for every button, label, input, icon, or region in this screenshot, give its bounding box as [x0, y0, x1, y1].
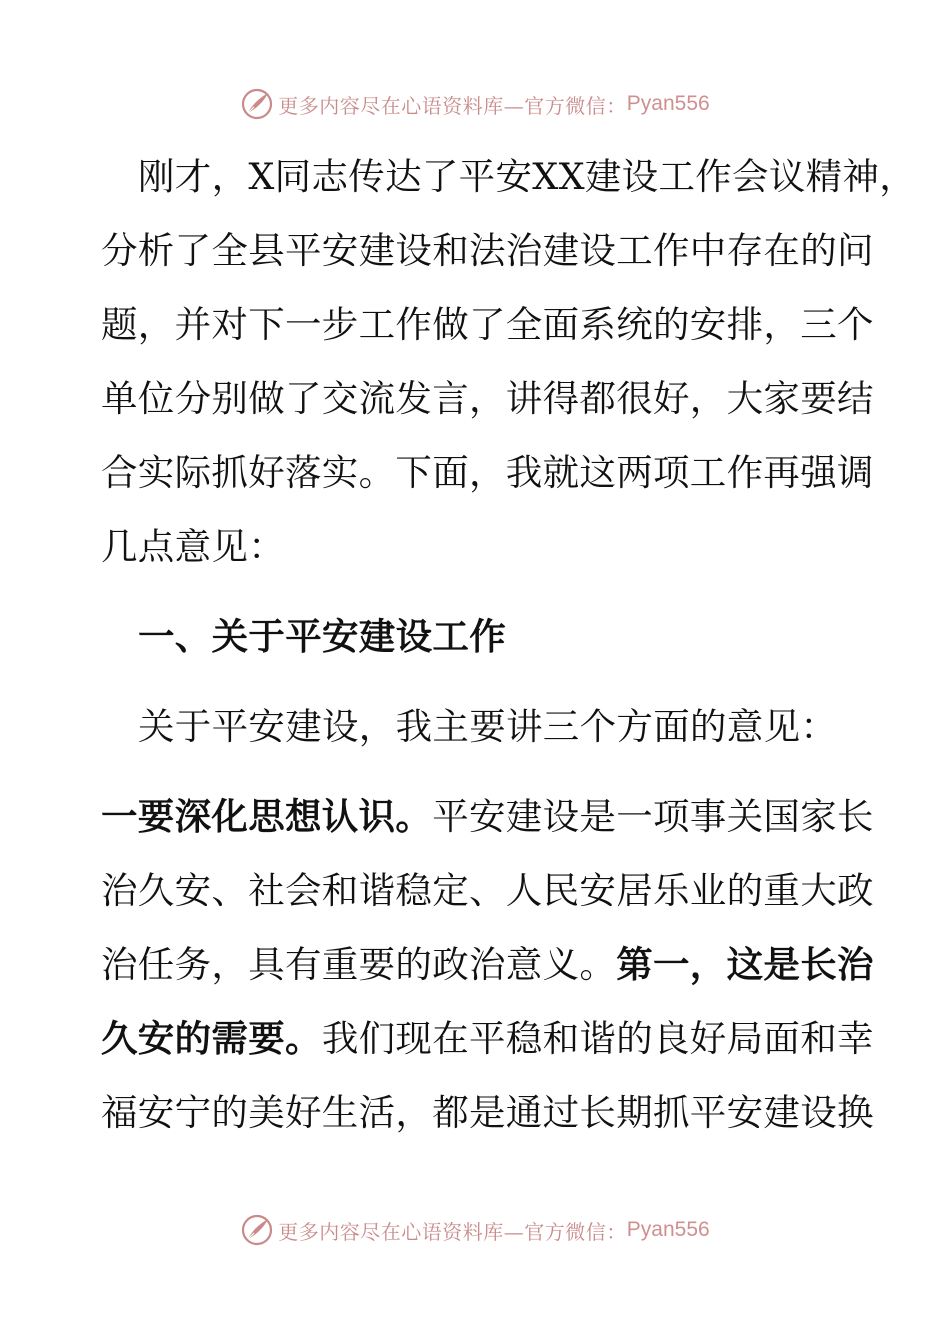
paragraph-line — [101, 928, 874, 1002]
watermark-footer — [0, 1210, 950, 1250]
document-body — [101, 140, 917, 1150]
quill-pen-logo-icon — [240, 87, 274, 121]
section-heading: 一、关于平安建设工作 — [138, 615, 506, 658]
quill-pen-logo-icon — [240, 1213, 274, 1247]
line-text: 治任务，具有重要的政治意义。 — [101, 943, 617, 986]
paragraph-line — [101, 780, 874, 854]
paragraph-line: 题，并对下一步工作做了全面系统的安排，三个 — [101, 303, 874, 346]
watermark-wechat-id: Pyan556 — [626, 1218, 710, 1241]
watermark-text: 更多内容尽在心语资料库—官方微信： — [278, 93, 627, 118]
bold-point-phrase: 久安的需要。 — [101, 1017, 322, 1060]
paragraph-line: 几点意见： — [101, 525, 285, 568]
paragraph-line: 刚才，X同志传达了平安XX建设工作会议精神， — [138, 155, 917, 198]
paragraph-line: 福安宁的美好生活，都是通过长期抓平安建设换 — [101, 1091, 874, 1134]
watermark-wechat-id: Pyan556 — [626, 92, 710, 115]
watermark-header — [0, 84, 950, 124]
paragraph-line — [101, 1002, 874, 1076]
intro-paragraph: 关于平安建设，我主要讲三个方面的意见： — [138, 705, 838, 748]
watermark-text: 更多内容尽在心语资料库—官方微信： — [278, 1219, 627, 1244]
paragraph-line: 分析了全县平安建设和法治建设工作中存在的问 — [101, 229, 874, 272]
line-text: 我们现在平稳和谐的良好局面和幸 — [321, 1017, 874, 1060]
line-text: 平安建设是一项事关国家长 — [432, 795, 874, 838]
bold-point-phrase: 第一，这是长治 — [616, 943, 874, 986]
paragraph-line: 治久安、社会和谐稳定、人民安居乐业的重大政 — [101, 869, 874, 912]
bold-lead-phrase: 一要深化思想认识。 — [101, 795, 433, 838]
paragraph-line: 合实际抓好落实。下面，我就这两项工作再强调 — [101, 451, 874, 494]
paragraph-line: 单位分别做了交流发言，讲得都很好，大家要结 — [101, 377, 874, 420]
